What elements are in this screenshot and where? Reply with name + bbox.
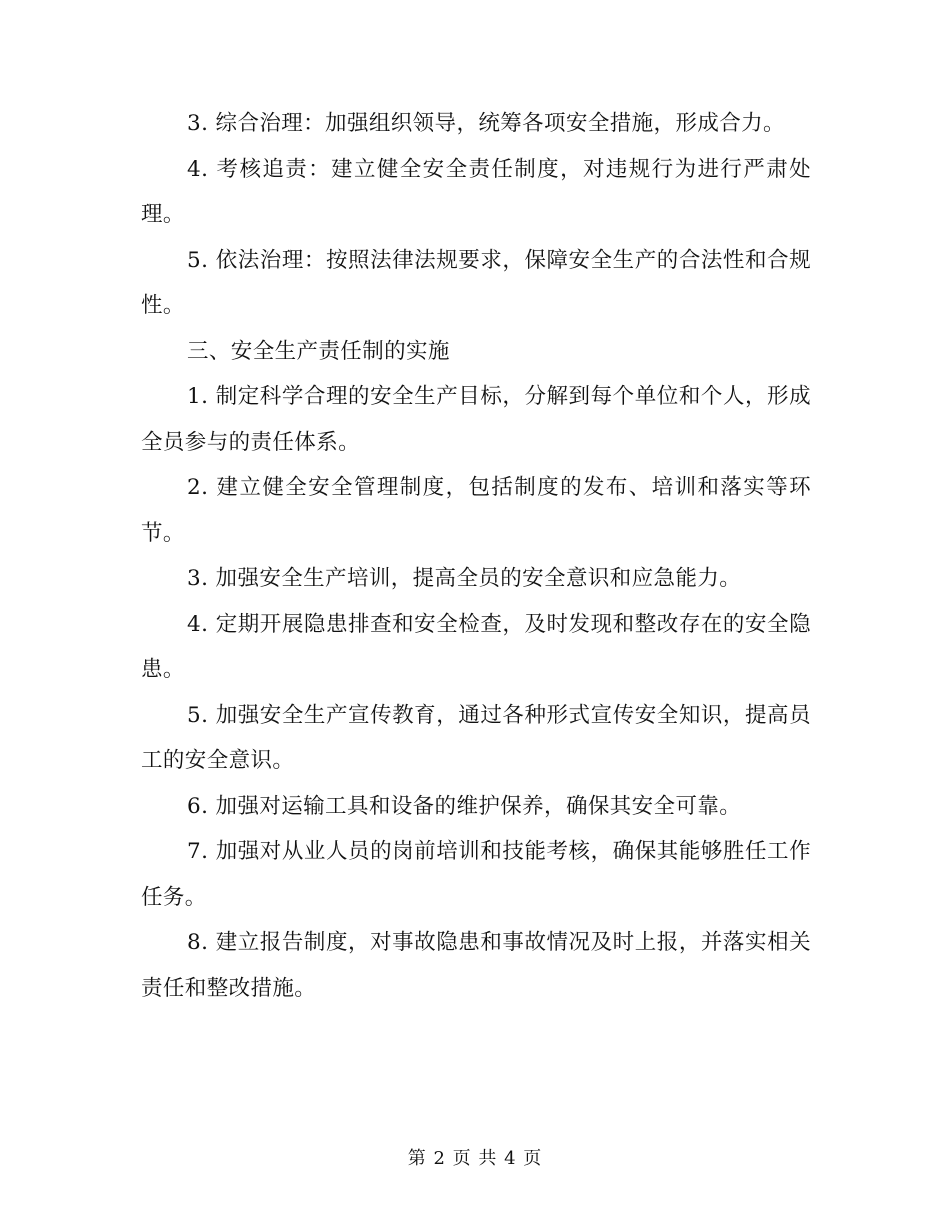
section-heading-implementation: 三、安全生产责任制的实施 (187, 338, 450, 364)
page-number-label: 第 2 页 共 4 页 (407, 1148, 543, 1169)
document-body (141, 101, 811, 1011)
paragraph-item-4-assessment-accountability: 4. 考核追责：建立健全安全责任制度，对违规行为进行严肃处理。 (141, 156, 811, 227)
page-footer (0, 1146, 950, 1172)
paragraph-implementation-5: 5. 加强安全生产宣传教育，通过各种形式宣传安全知识，提高员工的安全意识。 (141, 702, 811, 773)
paragraph-item-3-comprehensive-governance: 3. 综合治理：加强组织领导，统筹各项安全措施，形成合力。 (187, 111, 785, 136)
paragraph-implementation-8: 8. 建立报告制度，对事故隐患和事故情况及时上报，并落实相关责任和整改措施。 (141, 930, 811, 1001)
paragraph-implementation-7: 7. 加强对从业人员的岗前培训和技能考核，确保其能够胜任工作任务。 (141, 839, 811, 910)
paragraph-implementation-2: 2. 建立健全安全管理制度，包括制度的发布、培训和落实等环节。 (141, 475, 811, 546)
paragraph-implementation-6: 6. 加强对运输工具和设备的维护保养，确保其安全可靠。 (187, 793, 742, 819)
paragraph-implementation-3: 3. 加强安全生产培训，提高全员的安全意识和应急能力。 (187, 566, 742, 591)
paragraph-implementation-4: 4. 定期开展隐患排查和安全检查，及时发现和整改存在的安全隐患。 (141, 611, 811, 682)
paragraph-implementation-1: 1. 制定科学合理的安全生产目标，分解到每个单位和个人，形成全员参与的责任体系。 (141, 384, 811, 455)
paragraph-item-5-lawful-governance: 5. 依法治理：按照法律法规要求，保障安全生产的合法性和合规性。 (141, 247, 811, 318)
